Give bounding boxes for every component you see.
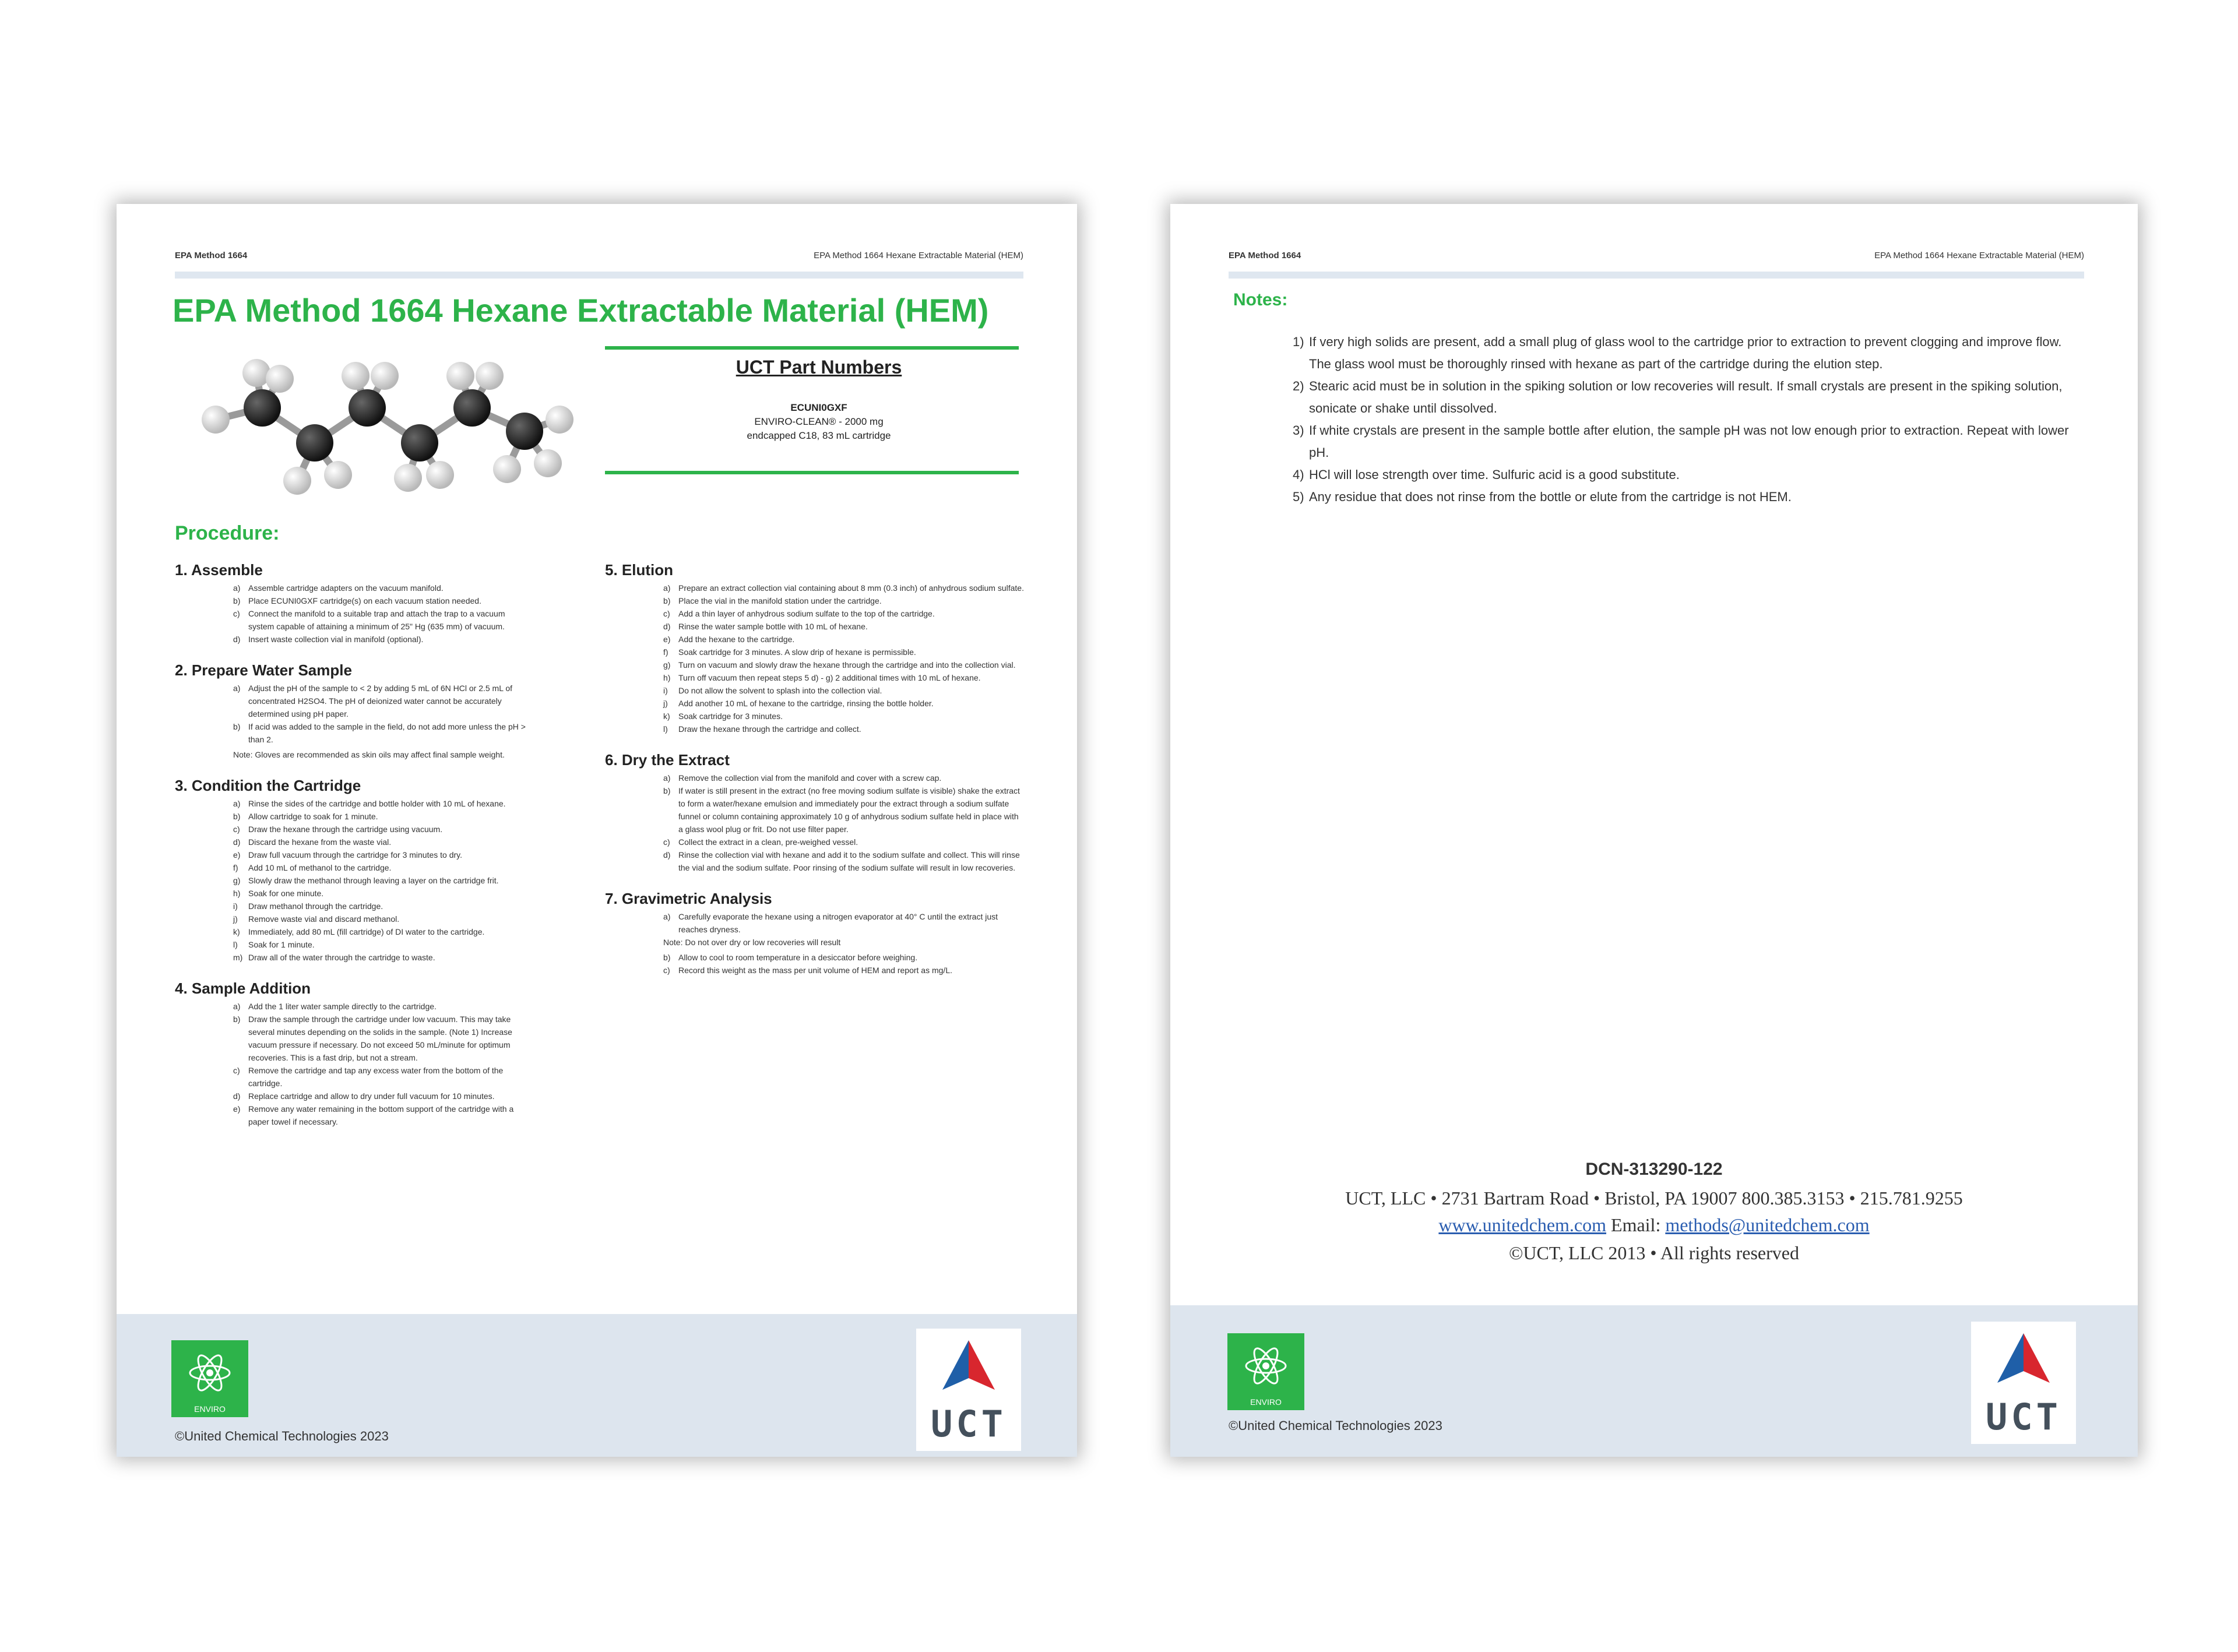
note-text: Any residue that does not rinse from the bottle or elute from the cartridge is not HEM. [1309,489,1792,504]
step-item [175,1090,530,1102]
note-number: 3) [1293,423,1304,438]
step-marker: d) [233,1091,241,1101]
step-item [175,720,530,746]
step-item [175,887,530,900]
step-marker: k) [663,711,670,721]
step-text: Remove the cartridge and tap any excess water from the bottom of the cartridge. [248,1066,504,1088]
step-item [605,658,1025,671]
step-text: If water is still present in the extract (no free moving sodium sulfate is visible) shake the extract to form a water/hexane emulsion and immediately pour the extract through a sodium sulfate funnel or column containing approximately 10 g of anhydrous sodium sulfate held in place with a glass wool plug or frit. Do not use filter paper. [678,786,1020,834]
step-text: Slowly draw the methanol through leaving a layer on the cartridge frit. [248,876,499,885]
part-description [606,415,1032,443]
step-text: Soak for 1 minute. [248,940,315,949]
step-list [175,582,530,646]
step-text: Carefully evaporate the hexane using a nitrogen evaporator at 40° C until the extract just reaches dryness. [678,912,998,934]
step-marker: b) [663,786,671,795]
step-marker: c) [233,825,240,834]
step-text: Remove the collection vial from the manifold and cover with a screw cap. [678,773,942,783]
step-text: Turn off vacuum then repeat steps 5 d) - g) 2 additional times with 10 mL of hexane. [678,673,981,682]
step-text: Prepare an extract collection vial containing about 8 mm (0.3 inch) of anhydrous sodium sulfate. [678,583,1024,593]
step-text: Place the vial in the manifold station under the cartridge. [678,596,882,605]
step-marker: a) [663,583,671,593]
step-text: Add the hexane to the cartridge. [678,635,795,644]
section-note: Note: Do not over dry or low recoveries will result [663,938,841,947]
uct-logo-text: UCT [931,1403,1007,1445]
step-text: Place ECUNI0GXF cartridge(s) on each vacuum station needed. [248,596,481,605]
part-desc-line-1: ENVIRO-CLEAN® - 2000 mg [754,416,884,427]
uct-logo-text: UCT [1986,1396,2061,1438]
step-text: If acid was added to the sample in the field, do not add more unless the pH > than 2. [248,722,526,744]
header-right: EPA Method 1664 Hexane Extractable Material (HEM) [814,251,1023,260]
section-title: 3. Condition the Cartridge [175,777,361,794]
uct-logo [916,1329,1021,1451]
step-marker: l) [663,724,668,734]
step-text: Add a thin layer of anhydrous sodium sulfate to the top of the cartridge. [678,609,935,618]
note-item [1293,486,2085,508]
step-marker: k) [233,927,240,936]
step-item [605,836,1025,848]
step-item [175,951,530,964]
email-label: Email: [1611,1214,1661,1235]
step-marker: a) [663,912,671,921]
note-text: If very high solids are present, add a small plug of glass wool to the cartridge prior to extraction to prevent clogging and improve flow. The glass wool must be thoroughly rinsed with hexane as part of the cartridge during the elution step. [1309,334,2062,371]
section-title: 7. Gravimetric Analysis [605,890,772,907]
step-item [605,671,1025,684]
uct-triangle-icon [1971,1327,2076,1397]
step-text: Do not allow the solvent to splash into the collection vial. [678,686,882,695]
email-link[interactable]: methods@unitedchem.com [1665,1214,1870,1235]
page-header [1229,251,2084,265]
step-text: Turn on vacuum and slowly draw the hexane through the cartridge and into the collection vial. [678,660,1016,670]
step-item [605,646,1025,658]
step-marker: a) [233,684,241,693]
step-item [175,810,530,823]
document-title: EPA Method 1664 Hexane Extractable Material (HEM) [173,292,989,329]
step-text: Rinse the water sample bottle with 10 mL of hexane. [678,622,868,631]
step-item [175,1000,530,1013]
part-desc-line-2: endcapped C18, 83 mL cartridge [747,430,891,441]
step-marker: f) [233,863,238,872]
step-text: Record this weight as the mass per unit volume of HEM and report as mg/L. [678,966,952,975]
website-link[interactable]: www.unitedchem.com [1438,1214,1607,1235]
step-marker: c) [663,609,670,618]
enviro-logo [1227,1333,1304,1410]
step-item [605,607,1025,620]
note-item [1293,331,2085,375]
step-text: Draw all of the water through the cartridge to waste. [248,953,435,962]
step-marker: b) [233,1015,241,1024]
step-item [605,684,1025,697]
divider-top [605,346,1019,350]
step-text: Insert waste collection vial in manifold (optional). [248,635,424,644]
section-title: 4. Sample Addition [175,980,311,997]
uct-triangle-icon [916,1334,1021,1404]
step-item [605,633,1025,646]
step-list [605,910,1025,936]
note-number: 2) [1293,379,1304,393]
step-text: Immediately, add 80 mL (fill cartridge) of DI water to the cartridge. [248,927,485,936]
part-numbers-title: UCT Part Numbers [736,357,902,378]
step-list [605,582,1025,735]
step-marker: c) [233,1066,240,1075]
step-text: Allow to cool to room temperature in a desiccator before weighing. [678,953,918,962]
step-marker: a) [233,583,241,593]
step-item [175,1013,530,1064]
step-marker: b) [233,812,241,821]
header-left: EPA Method 1664 [1229,251,1301,260]
document-page-2 [1170,204,2138,1457]
notes-list [1293,331,2085,508]
step-item [175,823,530,836]
rights-reserved: ©UCT, LLC 2013 • All rights reserved [1509,1242,1799,1263]
step-list [605,951,1025,977]
note-text: Stearic acid must be in solution in the spiking solution or low recoveries will result. If small crystals are present in the spiking solution, sonicate or shake until dissolved. [1309,379,2063,415]
note-item [1293,375,2085,420]
step-item [175,607,530,633]
page-footer [1170,1305,2138,1457]
step-list [605,772,1025,874]
step-item [175,938,530,951]
step-text: Soak cartridge for 3 minutes. A slow drip of hexane is permissible. [678,647,916,657]
step-item [175,848,530,861]
enviro-logo-text: ENVIRO [194,1404,226,1414]
divider-bottom [605,471,1019,474]
document-page-1 [117,204,1077,1457]
step-item [605,951,1025,964]
note-number: 5) [1293,489,1304,504]
step-item [175,682,530,720]
page-header [175,251,1023,265]
step-item [175,1064,530,1090]
step-text: Rinse the sides of the cartridge and bottle holder with 10 mL of hexane. [248,799,506,808]
step-item [175,900,530,913]
step-marker: d) [233,635,241,644]
procedure-title: Procedure: [175,522,280,544]
step-marker: d) [663,622,671,631]
step-item [175,861,530,874]
enviro-logo [171,1340,248,1417]
procedure-column-right [605,561,1025,992]
step-item [175,1102,530,1128]
step-item [605,710,1025,723]
header-left: EPA Method 1664 [175,251,248,260]
step-marker: a) [663,773,671,783]
step-marker: c) [233,609,240,618]
procedure-column-left [175,561,530,1143]
step-marker: e) [663,635,671,644]
step-marker: b) [663,953,671,962]
step-marker: m) [233,953,243,962]
step-marker: d) [663,850,671,860]
section-note: Note: Gloves are recommended as skin oils may affect final sample weight. [233,750,505,759]
part-code: ECUNI0GXF [790,402,847,413]
step-item [175,925,530,938]
section-title: 2. Prepare Water Sample [175,661,352,679]
step-marker: b) [663,596,671,605]
step-marker: a) [233,799,241,808]
step-item [175,582,530,594]
step-text: Replace cartridge and allow to dry under full vacuum for 10 minutes. [248,1091,495,1101]
note-text: If white crystals are present in the sample bottle after elution, the sample pH was not low enough prior to extraction. Repeat with lower pH. [1309,423,2069,460]
section-title: 5. Elution [605,561,673,579]
step-item [605,723,1025,735]
header-bar [175,272,1023,279]
note-text: HCl will lose strength over time. Sulfuric acid is a good substitute. [1309,467,1680,482]
step-item [605,848,1025,874]
step-item [605,910,1025,936]
step-text: Draw methanol through the cartridge. [248,901,383,911]
step-item [175,836,530,848]
step-text: Soak cartridge for 3 minutes. [678,711,783,721]
step-marker: a) [233,1002,241,1011]
step-text: Draw the hexane through the cartridge using vacuum. [248,825,443,834]
step-text: Draw full vacuum through the cartridge for 3 minutes to dry. [248,850,463,860]
step-text: Collect the extract in a clean, pre-weighed vessel. [678,837,858,847]
step-text: Allow cartridge to soak for 1 minute. [248,812,378,821]
note-number: 4) [1293,467,1304,482]
step-text: Add 10 mL of methanol to the cartridge. [248,863,392,872]
uct-logo [1971,1322,2076,1444]
step-text: Connect the manifold to a suitable trap and attach the trap to a vacuum system capable of attaining a minimum of 25" Hg (635 mm) of vacuum. [248,609,505,631]
header-right: EPA Method 1664 Hexane Extractable Material (HEM) [1874,251,2084,260]
step-item [605,697,1025,710]
step-text: Add the 1 liter water sample directly to the cartridge. [248,1002,437,1011]
hexane-molecule-image [181,344,589,519]
step-item [175,797,530,810]
step-marker: l) [233,940,238,949]
header-bar [1229,272,2084,279]
section-title: 6. Dry the Extract [605,751,730,769]
step-item [175,913,530,925]
step-marker: g) [663,660,671,670]
step-text: Adjust the pH of the sample to < 2 by adding 5 mL of 6N HCl or 2.5 mL of concentrated H2SO4. The pH of deionized water cannot be accurately determined using pH paper. [248,684,513,718]
step-item [605,594,1025,607]
step-marker: e) [233,1104,241,1114]
footer-copyright: ©United Chemical Technologies 2023 [1229,1418,1442,1433]
step-item [605,784,1025,836]
note-item [1293,420,2085,464]
contact-line [1170,1214,2138,1236]
step-marker: g) [233,876,241,885]
step-item [175,594,530,607]
step-text: Assemble cartridge adapters on the vacuum manifold. [248,583,444,593]
step-marker: f) [663,647,668,657]
step-marker: i) [663,686,668,695]
step-item [605,620,1025,633]
step-list [175,682,530,746]
notes-title: Notes: [1233,290,1288,309]
step-marker: b) [233,722,241,731]
note-item [1293,464,2085,486]
step-text: Draw the hexane through the cartridge and collect. [678,724,861,734]
step-marker: c) [663,966,670,975]
dcn-number: DCN-313290-122 [1585,1160,1723,1179]
step-text: Draw the sample through the cartridge under low vacuum. This may take several minutes depending on the solids in the sample. (Note 1) Increase vacuum pressure if necessary. Do not exceed 50 mL/minute for optimum recoveries. This is a fast drip, but not a stream. [248,1015,512,1062]
step-marker: j) [663,699,668,708]
step-marker: h) [663,673,671,682]
step-item [605,772,1025,784]
step-text: Discard the hexane from the waste vial. [248,837,392,847]
step-item [605,964,1025,977]
step-item [175,874,530,887]
enviro-logo-text: ENVIRO [1250,1397,1282,1407]
step-text: Soak for one minute. [248,889,324,898]
step-list [175,797,530,964]
section-title: 1. Assemble [175,561,263,579]
step-text: Rinse the collection vial with hexane and add it to the sodium sulfate and collect. This will rinse the vial and the sodium sulfate. Poor rinsing of the sodium sulfate will result in low recoveries. [678,850,1020,872]
note-number: 1) [1293,334,1304,349]
step-marker: d) [233,837,241,847]
step-item [605,582,1025,594]
step-text: Remove any water remaining in the bottom support of the cartridge with a paper towel if necessary. [248,1104,514,1126]
step-item [175,633,530,646]
footer-copyright: ©United Chemical Technologies 2023 [175,1429,389,1443]
step-marker: e) [233,850,241,860]
step-marker: c) [663,837,670,847]
step-marker: j) [233,914,238,924]
company-address: UCT, LLC • 2731 Bartram Road • Bristol, PA 19007 800.385.3153 • 215.781.9255 [1345,1188,1963,1209]
step-marker: h) [233,889,241,898]
page-footer [117,1314,1077,1457]
step-marker: i) [233,901,238,911]
step-list [175,1000,530,1128]
step-text: Add another 10 mL of hexane to the cartridge, rinsing the bottle holder. [678,699,934,708]
step-marker: b) [233,596,241,605]
step-text: Remove waste vial and discard methanol. [248,914,400,924]
